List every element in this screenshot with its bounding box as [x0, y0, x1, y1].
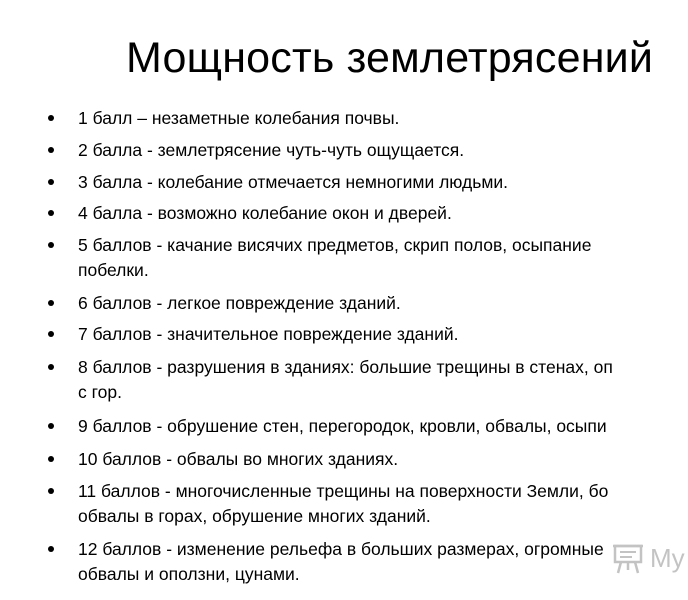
bullet-dot-icon [48, 179, 54, 185]
bullet-dot-icon [48, 300, 54, 306]
list-item-text: 9 баллов - обрушение стен, перегородок, кровли, обвалы, осыпи [78, 416, 607, 436]
bullet-dot-icon [48, 242, 54, 248]
list-item-text: 7 баллов - значительное повреждение зданий. [78, 324, 459, 344]
list-item-text: 3 балла - колебание отмечается немногими людьми. [78, 172, 509, 192]
list-item-continuation: обвалы в горах, обрушение многих зданий. [78, 506, 431, 526]
list-item-text: 8 баллов - разрушения в зданиях: большие трещины в стенах, оп [78, 357, 613, 377]
bullet-dot-icon [48, 364, 54, 370]
list-item-text: 12 баллов - изменение рельефа в больших размерах, огромные [78, 539, 604, 559]
list-item-text: 2 балла - землетрясение чуть-чуть ощущается. [78, 140, 465, 160]
list-item-continuation: обвалы и оползни, цунами. [78, 564, 300, 584]
list-item-continuation: с гор. [78, 382, 122, 402]
list-item-text: 5 баллов - качание висячих предметов, скрип полов, осыпание [78, 235, 592, 255]
bullet-dot-icon [48, 488, 54, 494]
bullet-dot-icon [48, 331, 54, 337]
list-item-text: 10 баллов - обвалы во многих зданиях. [78, 449, 399, 469]
bullet-dot-icon [48, 546, 54, 552]
list-item-continuation: побелки. [78, 260, 149, 280]
slide-title: Мощность землетрясений [126, 34, 654, 82]
bullet-dot-icon [48, 423, 54, 429]
watermark-text: My [650, 543, 685, 573]
list-item-text: 6 баллов - легкое повреждение зданий. [78, 293, 401, 313]
bullet-dot-icon [48, 147, 54, 153]
bullet-dot-icon [48, 456, 54, 462]
list-item-text: 11 баллов - многочисленные трещины на поверхности Земли, бо [78, 481, 609, 501]
watermark [608, 540, 688, 580]
bullet-dot-icon [48, 115, 54, 121]
list-item-text: 1 балл – незаметные колебания почвы. [78, 108, 400, 128]
list-item-text: 4 балла - возможно колебание окон и дверей. [78, 203, 452, 223]
presentation-board-icon [610, 540, 646, 576]
bullet-dot-icon [48, 210, 54, 216]
